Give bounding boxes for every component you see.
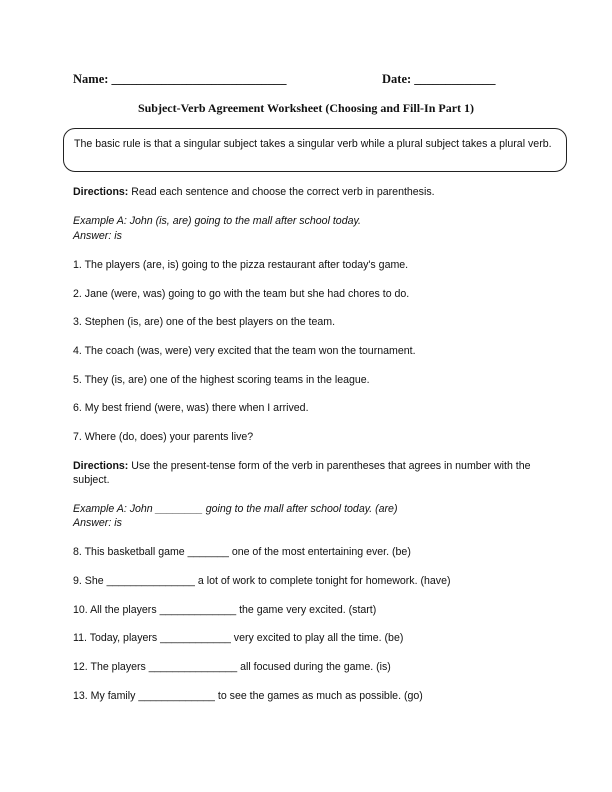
directions-1	[73, 185, 435, 199]
question-3: 3. Stephen (is, are) one of the best players on the team.	[73, 316, 336, 328]
name-field-label: Name: ____________________________	[73, 72, 287, 86]
example-1: Example A: John (is, are) going to the mall after school today.	[73, 215, 361, 227]
example-2: Example A: John ________ going to the mall after school today. (are)	[73, 503, 398, 515]
date-field-label: Date: _____________	[382, 72, 496, 86]
directions-1-text: Read each sentence and choose the correct verb in parenthesis.	[128, 186, 435, 198]
question-8: 8. This basketball game _______ one of the most entertaining ever. (be)	[73, 546, 411, 558]
rule-text: The basic rule is that a singular subject takes a singular verb while a plural subject takes a plural verb.	[74, 138, 552, 150]
question-6: 6. My best friend (were, was) there when I arrived.	[73, 402, 309, 414]
question-5: 5. They (is, are) one of the highest scoring teams in the league.	[73, 374, 370, 386]
answer-2: Answer: is	[73, 517, 122, 529]
question-1: 1. The players (are, is) going to the pizza restaurant after today's game.	[73, 259, 409, 271]
answer-1: Answer: is	[73, 230, 122, 242]
question-13: 13. My family _____________ to see the games as much as possible. (go)	[73, 690, 423, 702]
directions-2-text: Use the present-tense form of the verb in parentheses that agrees in number with the subject.	[73, 460, 531, 486]
question-2: 2. Jane (were, was) going to go with the team but she had chores to do.	[73, 288, 410, 300]
question-12: 12. The players _______________ all focused during the game. (is)	[73, 661, 391, 673]
worksheet-title: Subject-Verb Agreement Worksheet (Choosing and Fill-In Part 1)	[137, 101, 475, 115]
question-4: 4. The coach (was, were) very excited that the team won the tournament.	[73, 345, 416, 357]
question-9: 9. She _______________ a lot of work to complete tonight for homework. (have)	[73, 575, 451, 587]
rule-box	[63, 128, 567, 172]
question-7: 7. Where (do, does) your parents live?	[73, 431, 254, 443]
directions-1-label: Directions:	[73, 186, 129, 198]
directions-2	[73, 459, 543, 487]
question-11: 11. Today, players ____________ very excited to play all the time. (be)	[73, 632, 404, 644]
question-10: 10. All the players _____________ the game very excited. (start)	[73, 604, 377, 616]
directions-2-label: Directions:	[73, 460, 129, 472]
